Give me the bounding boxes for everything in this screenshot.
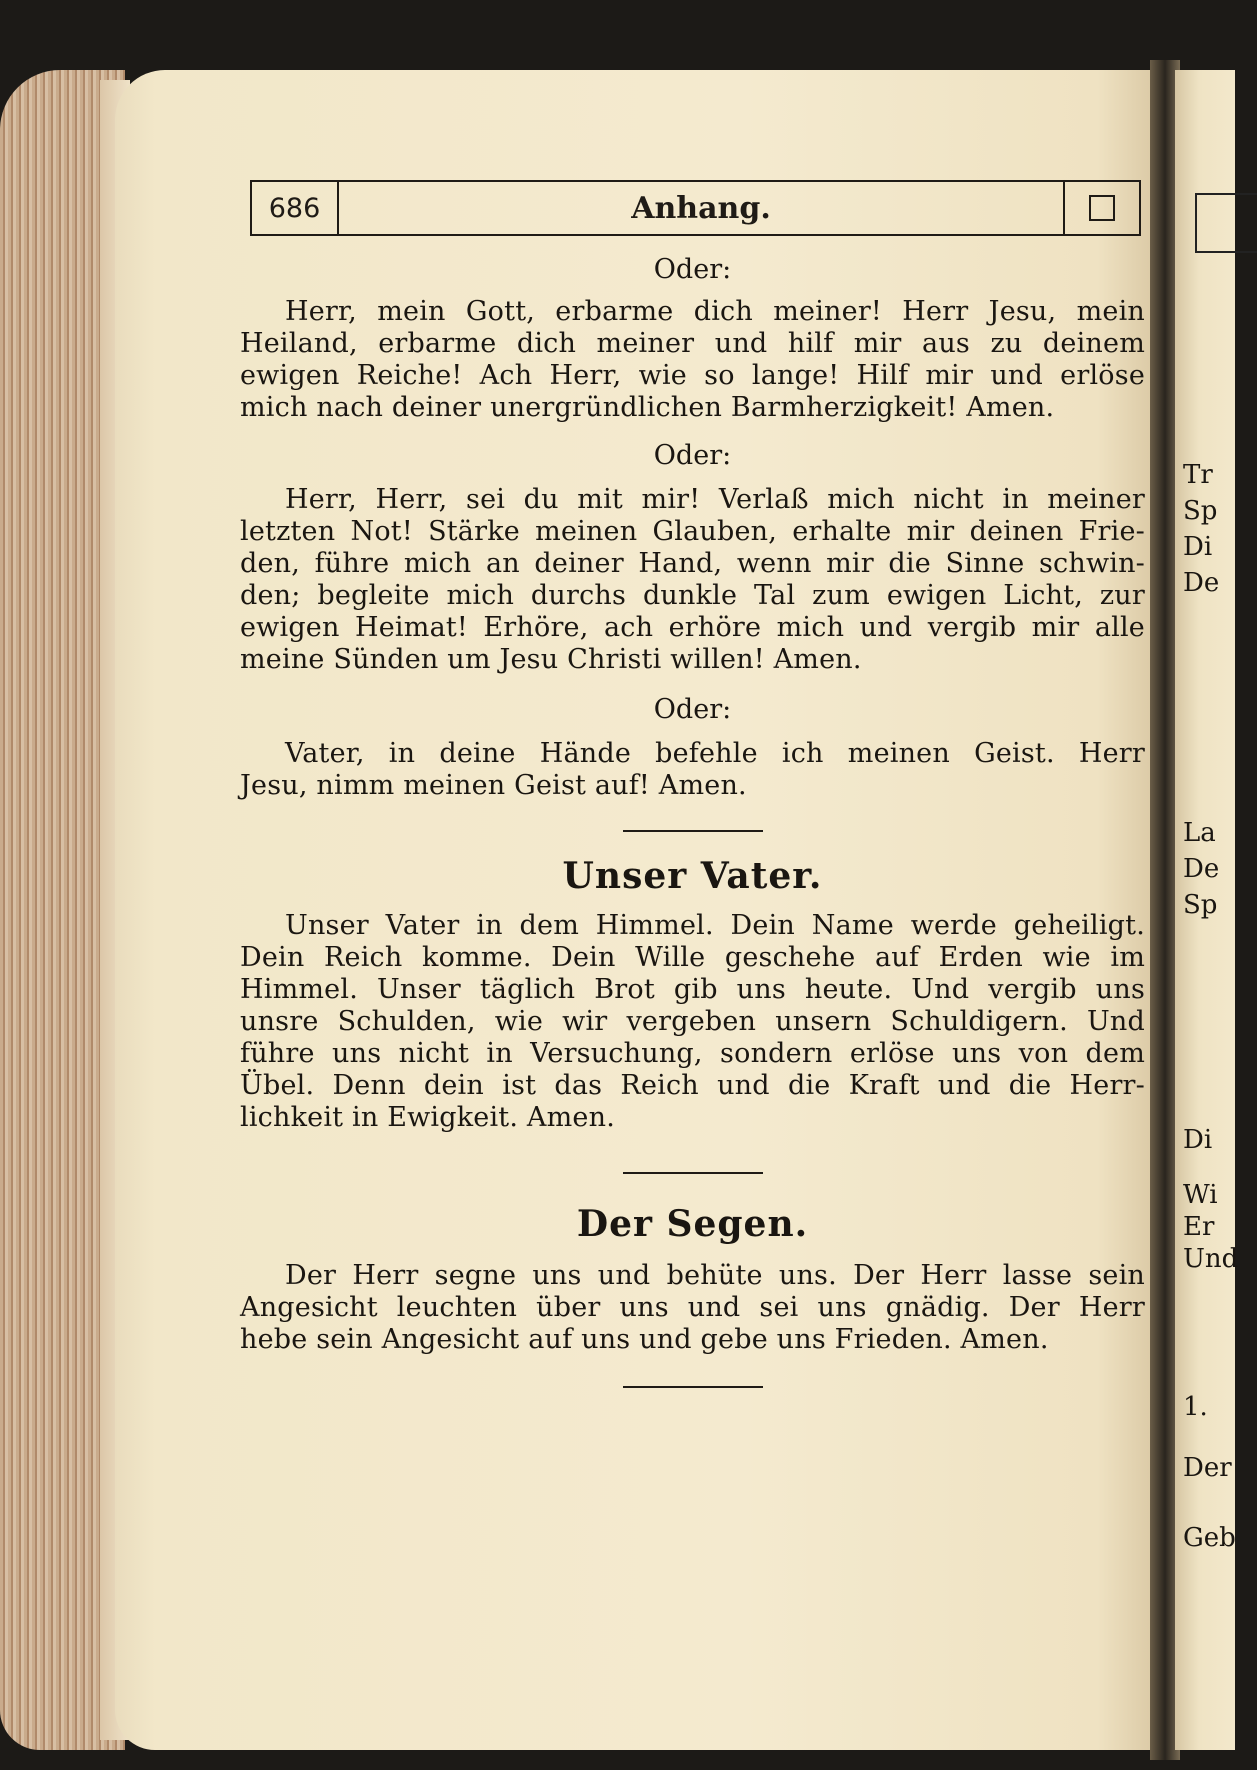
facing-page-fragment: Der <box>1183 1453 1232 1483</box>
blessing-paragraph <box>240 1260 1145 1356</box>
section-divider <box>623 1386 763 1388</box>
text-line: den, führe mich an deiner Hand, wenn mir die Sinne schwin- <box>240 548 1145 579</box>
facing-page-fragment: De <box>1183 568 1220 598</box>
facing-page-fragment: Geb <box>1183 1523 1236 1553</box>
text-line: Herr, mein Gott, erbarme dich meiner! Herr Jesu, mein <box>285 296 1145 327</box>
text-line: Unser Vater in dem Himmel. Dein Name werde geheiligt. <box>285 910 1145 941</box>
square-ornament-icon <box>1089 195 1115 221</box>
text-line: ewigen Heimat! Erhöre, ach erhöre mich und vergib mir alle <box>240 612 1145 643</box>
prayer-paragraph <box>240 296 1145 424</box>
section-divider <box>623 1172 763 1174</box>
running-title: Anhang. <box>631 190 771 226</box>
text-line: lichkeit in Ewigkeit. Amen. <box>240 1102 615 1133</box>
text-line: Himmel. Unser täglich Brot gib uns heute. Und vergib uns <box>240 974 1145 1005</box>
facing-page-fragment: De <box>1183 854 1220 884</box>
text-line: letzten Not! Stärke meinen Glauben, erhalte mir deinen Frie- <box>240 516 1145 547</box>
facing-page-fragment: Er <box>1183 1212 1215 1242</box>
facing-page-fragment: Tr <box>1183 460 1213 490</box>
oder-heading: Oder: <box>653 254 732 285</box>
section-title-unser-vater: Unser Vater. <box>562 855 823 897</box>
text-line: Herr, Herr, sei du mit mir! Verlaß mich nicht in meiner <box>285 484 1145 515</box>
facing-page-fragment: 1. <box>1183 1392 1208 1422</box>
page-body <box>240 250 1145 1388</box>
facing-page-fragment: Sp <box>1183 890 1218 920</box>
text-line: Jesu, nimm meinen Geist auf! Amen. <box>240 770 747 801</box>
facing-page-fragment: Di <box>1183 532 1213 562</box>
lords-prayer-paragraph <box>240 910 1145 1134</box>
facing-page-fragment: Di <box>1183 1125 1213 1155</box>
facing-page-header-frame <box>1195 193 1257 253</box>
text-line: hebe sein Angesicht auf uns und gebe uns Frieden. Amen. <box>240 1324 1049 1355</box>
facing-page-fragment: Und <box>1183 1244 1239 1274</box>
text-line: ewigen Reiche! Ach Herr, wie so lange! Hilf mir und erlöse <box>240 360 1145 391</box>
text-line: Übel. Denn dein ist das Reich und die Kraft und die Herr- <box>240 1070 1145 1101</box>
text-line: Dein Reich komme. Dein Wille geschehe auf Erden wie im <box>240 942 1145 973</box>
text-line: Heiland, erbarme dich meiner und hilf mir aus zu deinem <box>240 328 1145 359</box>
book-page <box>115 70 1160 1750</box>
text-line: den; begleite mich durchs dunkle Tal zum ewigen Licht, zur <box>240 580 1145 611</box>
text-line: Angesicht leuchten über uns und sei uns gnädig. Der Herr <box>240 1292 1145 1323</box>
section-title-der-segen: Der Segen. <box>576 1203 809 1245</box>
text-line: Vater, in deine Hände befehle ich meinen Geist. Herr <box>285 738 1145 769</box>
oder-heading: Oder: <box>653 440 732 471</box>
header-ornament-box <box>1063 182 1139 234</box>
facing-page-fragment: Sp <box>1183 496 1218 526</box>
section-divider <box>623 830 763 832</box>
oder-heading: Oder: <box>653 694 732 725</box>
page-number: 686 <box>252 182 339 234</box>
facing-page-fragment: Wi <box>1183 1180 1218 1210</box>
running-header <box>250 180 1141 236</box>
text-line: meine Sünden um Jesu Christi willen! Amen. <box>240 644 862 675</box>
prayer-paragraph <box>240 484 1145 676</box>
text-line: führe uns nicht in Versuchung, sondern erlöse uns von dem <box>240 1038 1145 1069</box>
text-line: Der Herr segne uns und behüte uns. Der Herr lasse sein <box>285 1260 1145 1291</box>
text-line: unsre Schulden, wie wir vergeben unsern Schuldigern. Und <box>240 1006 1145 1037</box>
facing-page-edge <box>1175 70 1239 1750</box>
text-line: mich nach deiner unergründlichen Barmherzigkeit! Amen. <box>240 392 1055 423</box>
prayer-paragraph <box>240 738 1145 802</box>
facing-page-fragment: La <box>1183 818 1216 848</box>
